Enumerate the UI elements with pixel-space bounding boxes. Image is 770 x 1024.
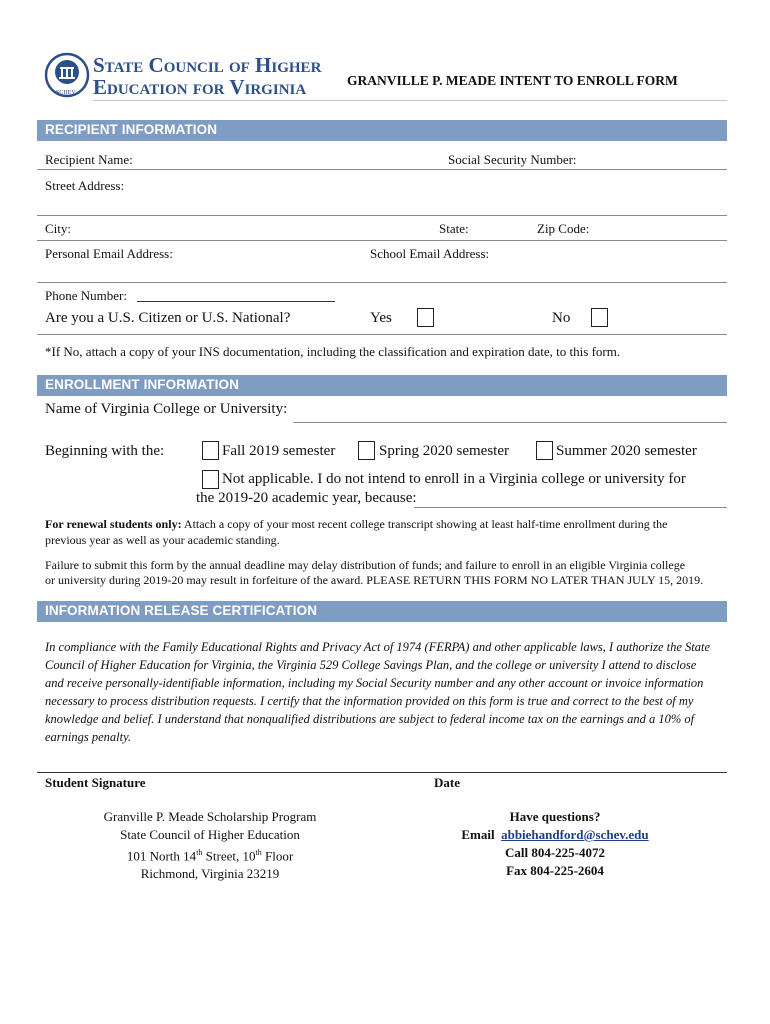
release-line: Council of Higher Education for Virginia, the Virginia 529 College Savings Plan, and the college or university I attend to disclose	[45, 658, 697, 672]
section-recipient-information	[37, 120, 727, 141]
spring-2020-label: Spring 2020 semester	[379, 443, 509, 459]
section-title: INFORMATION RELEASE CERTIFICATION	[45, 603, 318, 618]
student-signature-label: Student Signature	[45, 775, 146, 790]
renewal-note-line2: previous year as well as your academic standing.	[45, 533, 280, 547]
fax-line: Fax 804-225-2604	[506, 863, 604, 878]
citizen-divider	[37, 334, 727, 335]
street-line: 101 North 14th Street, 10th Floor	[126, 848, 294, 864]
org-name-line2: Education for Virginia	[93, 75, 307, 99]
renewal-note-text: Attach a copy of your most recent college transcript showing at least half-time enrollment during the	[181, 517, 668, 531]
city-line: Richmond, Virginia 23219	[140, 866, 280, 882]
email-field[interactable]	[37, 282, 727, 283]
state-label: State:	[439, 221, 469, 236]
mailing-address	[60, 808, 360, 883]
renewal-note	[45, 516, 725, 532]
failure-note-line1: Failure to submit this form by the annual deadline may delay distribution of funds; and failure to enroll in an eligible Virginia college	[45, 558, 686, 572]
summer-2020-label: Summer 2020 semester	[556, 443, 697, 459]
not-applicable-line2: the 2019-20 academic year, because:	[196, 490, 417, 506]
section-information-release	[37, 601, 727, 622]
date-label: Date	[434, 775, 460, 790]
recipient-name-label: Recipient Name:	[45, 152, 133, 167]
contact-info	[440, 808, 670, 880]
release-line: knowledge and belief. I understand that nonqualified distributions are subject to federal income tax on the earnings and a 10% of	[45, 712, 695, 726]
reason-field[interactable]	[414, 507, 727, 508]
header-divider	[93, 100, 727, 101]
release-line: necessary to process distribution requests. I certify that the information provided on this form is true and correct to the best of my	[45, 694, 694, 708]
no-checkbox[interactable]	[591, 308, 608, 327]
not-applicable-checkbox[interactable]	[202, 470, 219, 489]
ins-note: *If No, attach a copy of your INS documentation, including the classification and expiration date, to this form.	[45, 344, 621, 359]
summer-2020-checkbox[interactable]	[536, 441, 553, 460]
yes-label: Yes	[370, 310, 392, 326]
release-line: earnings penalty.	[45, 730, 132, 744]
college-field[interactable]	[293, 422, 727, 423]
citizen-question: Are you a U.S. Citizen or U.S. National?	[45, 310, 291, 326]
beginning-label: Beginning with the:	[45, 443, 165, 459]
phone-number-field[interactable]	[137, 301, 335, 302]
city-field[interactable]	[37, 240, 727, 241]
personal-email-label: Personal Email Address:	[45, 246, 173, 261]
city-label: City:	[45, 221, 72, 236]
signature-field[interactable]	[37, 772, 727, 773]
address-line: State Council of Higher Education	[120, 827, 300, 842]
release-text	[45, 638, 735, 746]
email-link[interactable]: abbiehandford@schev.edu	[501, 827, 649, 842]
email-label: Email	[461, 827, 495, 842]
address-line: Granville P. Meade Scholarship Program	[103, 809, 317, 824]
fall-2019-label: Fall 2019 semester	[222, 443, 336, 459]
fall-2019-checkbox[interactable]	[202, 441, 219, 460]
ssn-label: Social Security Number:	[448, 152, 577, 167]
phone-number-label: Phone Number:	[45, 288, 127, 303]
release-line: In compliance with the Family Educational Rights and Privacy Act of 1974 (FERPA) and other applicable laws, I authorize the State	[45, 640, 711, 654]
street-address-label: Street Address:	[45, 178, 125, 193]
school-email-label: School Email Address:	[370, 246, 490, 261]
form-title: GRANVILLE P. MEADE INTENT TO ENROLL FORM	[347, 73, 678, 88]
email-line	[440, 826, 670, 844]
renewal-note-bold: For renewal students only:	[45, 517, 182, 531]
section-title: ENROLLMENT INFORMATION	[45, 377, 239, 392]
release-line: and receive personally-identifiable information, including my Social Security number and any other account or invoice information	[45, 676, 704, 690]
seal-text: SCHEV	[56, 90, 76, 96]
section-enrollment-information	[37, 375, 727, 396]
phone-line: Call 804-225-4072	[504, 845, 606, 860]
failure-note-line2: or university during 2019-20 may result in forfeiture of the award. PLEASE RETURN THIS FORM NO LATER THAN JULY 15, 2019.	[45, 573, 704, 587]
no-label: No	[552, 310, 571, 326]
spring-2020-checkbox[interactable]	[358, 441, 375, 460]
yes-checkbox[interactable]	[417, 308, 434, 327]
street-address-field[interactable]	[37, 215, 727, 216]
org-name-line1: State Council of Higher	[93, 53, 322, 77]
zip-code-label: Zip Code:	[537, 221, 590, 236]
recipient-name-field[interactable]	[37, 169, 727, 170]
section-title: RECIPIENT INFORMATION	[45, 122, 218, 137]
questions-title: Have questions?	[509, 809, 601, 824]
not-applicable-line1: Not applicable. I do not intend to enroll in a Virginia college or university for	[222, 471, 686, 487]
college-label: Name of Virginia College or University:	[45, 401, 288, 417]
